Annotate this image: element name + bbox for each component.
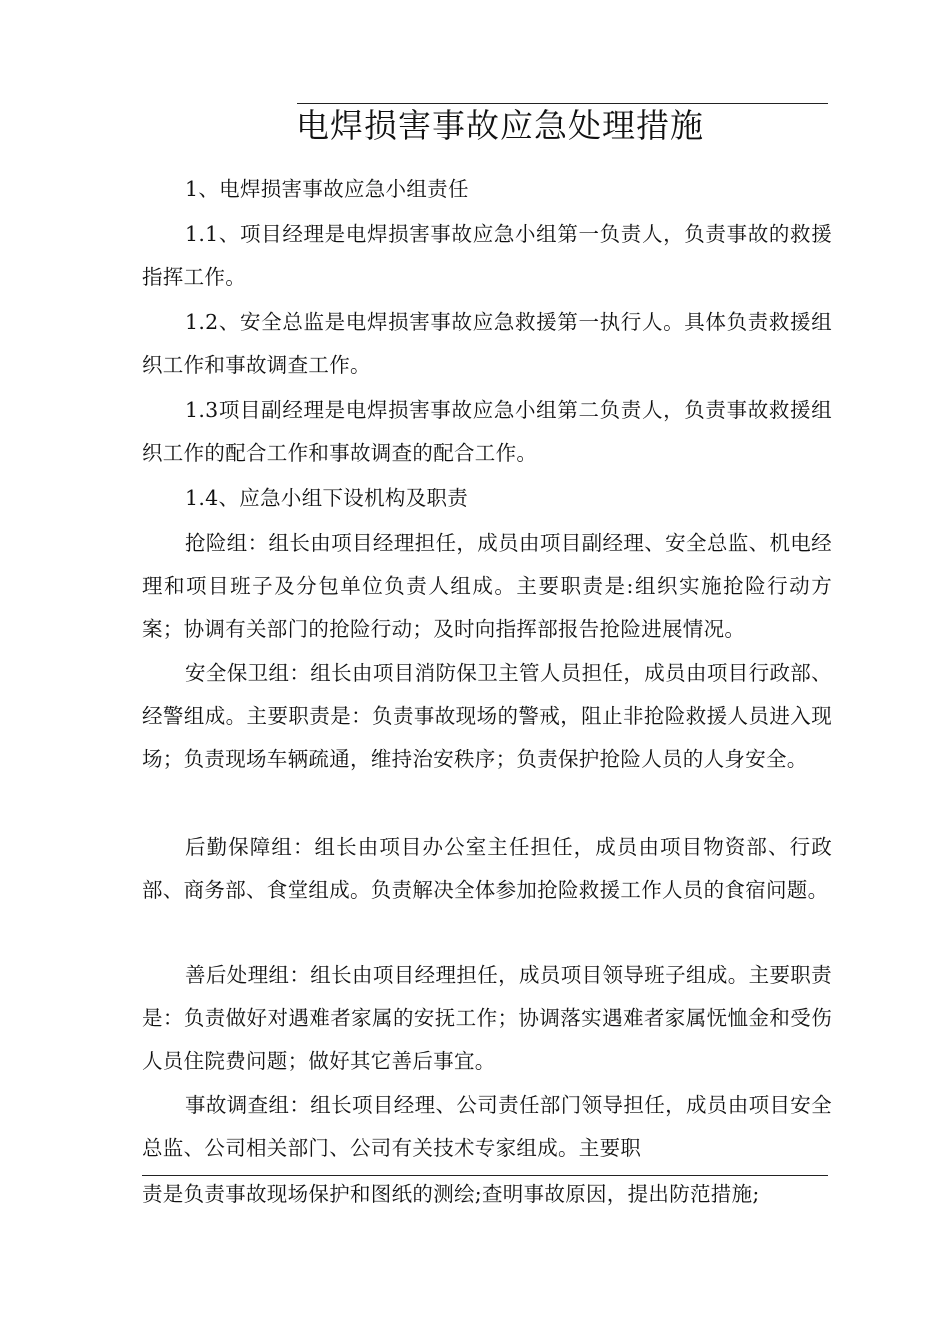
paragraph-investigation-team: 事故调查组：组长项目经理、公司责任部门领导担任，成员由项目安全总监、公司相关部门、公司有关技术专家组成。主要职 [142,1093,832,1160]
paragraph-security-team: 安全保卫组：组长由项目消防保卫主管人员担任，成员由项目行政部、经警组成。主要职责是：负责事故现场的警戒，阻止非抢险救援人员进入现场；负责现场车辆疏通，维持治安秩序；负责保护抢险人员的人身安全。 [142,661,832,771]
paragraph-1-1: 1.1、项目经理是电焊损害事故应急小组第一负责人，负责事故的救援指挥工作。 [142,222,832,289]
paragraph-section-1: 1、电焊损害事故应急小组责任 [185,177,469,201]
paragraph-aftermath-team: 善后处理组：组长由项目经理担任，成员项目领导班子组成。主要职责是：负责做好对遇难者家属的安抚工作；协调落实遇难者家属怃恤金和受伤人员住院费问题；做好其它善后事宜。 [142,963,832,1073]
paragraph-1-2: 1.2、安全总监是电焊损害事故应急救援第一执行人。具体负责救援组织工作和事故调查工作。 [142,310,832,377]
paragraph-1-3: 1.3项目副经理是电焊损害事故应急小组第二负责人，负责事故救援组织工作的配合工作和事故调查的配合工作。 [142,398,832,465]
paragraph-rescue-team: 抢险组：组长由项目经理担任，成员由项目副经理、安全总监、机电经理和项目班子及分包单位负责人组成。主要职责是:组织实施抢险行动方案；协调有关部门的抢险行动；及时向指挥部报告抢险进展情况。 [142,531,832,641]
paragraph-logistics-team: 后勤保障组：组长由项目办公室主任担任，成员由项目物资部、行政部、商务部、食堂组成。负责解决全体参加抢险救援工作人员的食宿问题。 [142,835,832,902]
paragraph-1-4: 1.4、应急小组下设机构及职责 [185,486,469,510]
document-title: 电焊损害事故应急处理措施 [296,106,704,145]
footer-continuation-text: 责是负责事故现场保护和图纸的测绘;查明事故原因，提出防范措施; [142,1182,760,1206]
